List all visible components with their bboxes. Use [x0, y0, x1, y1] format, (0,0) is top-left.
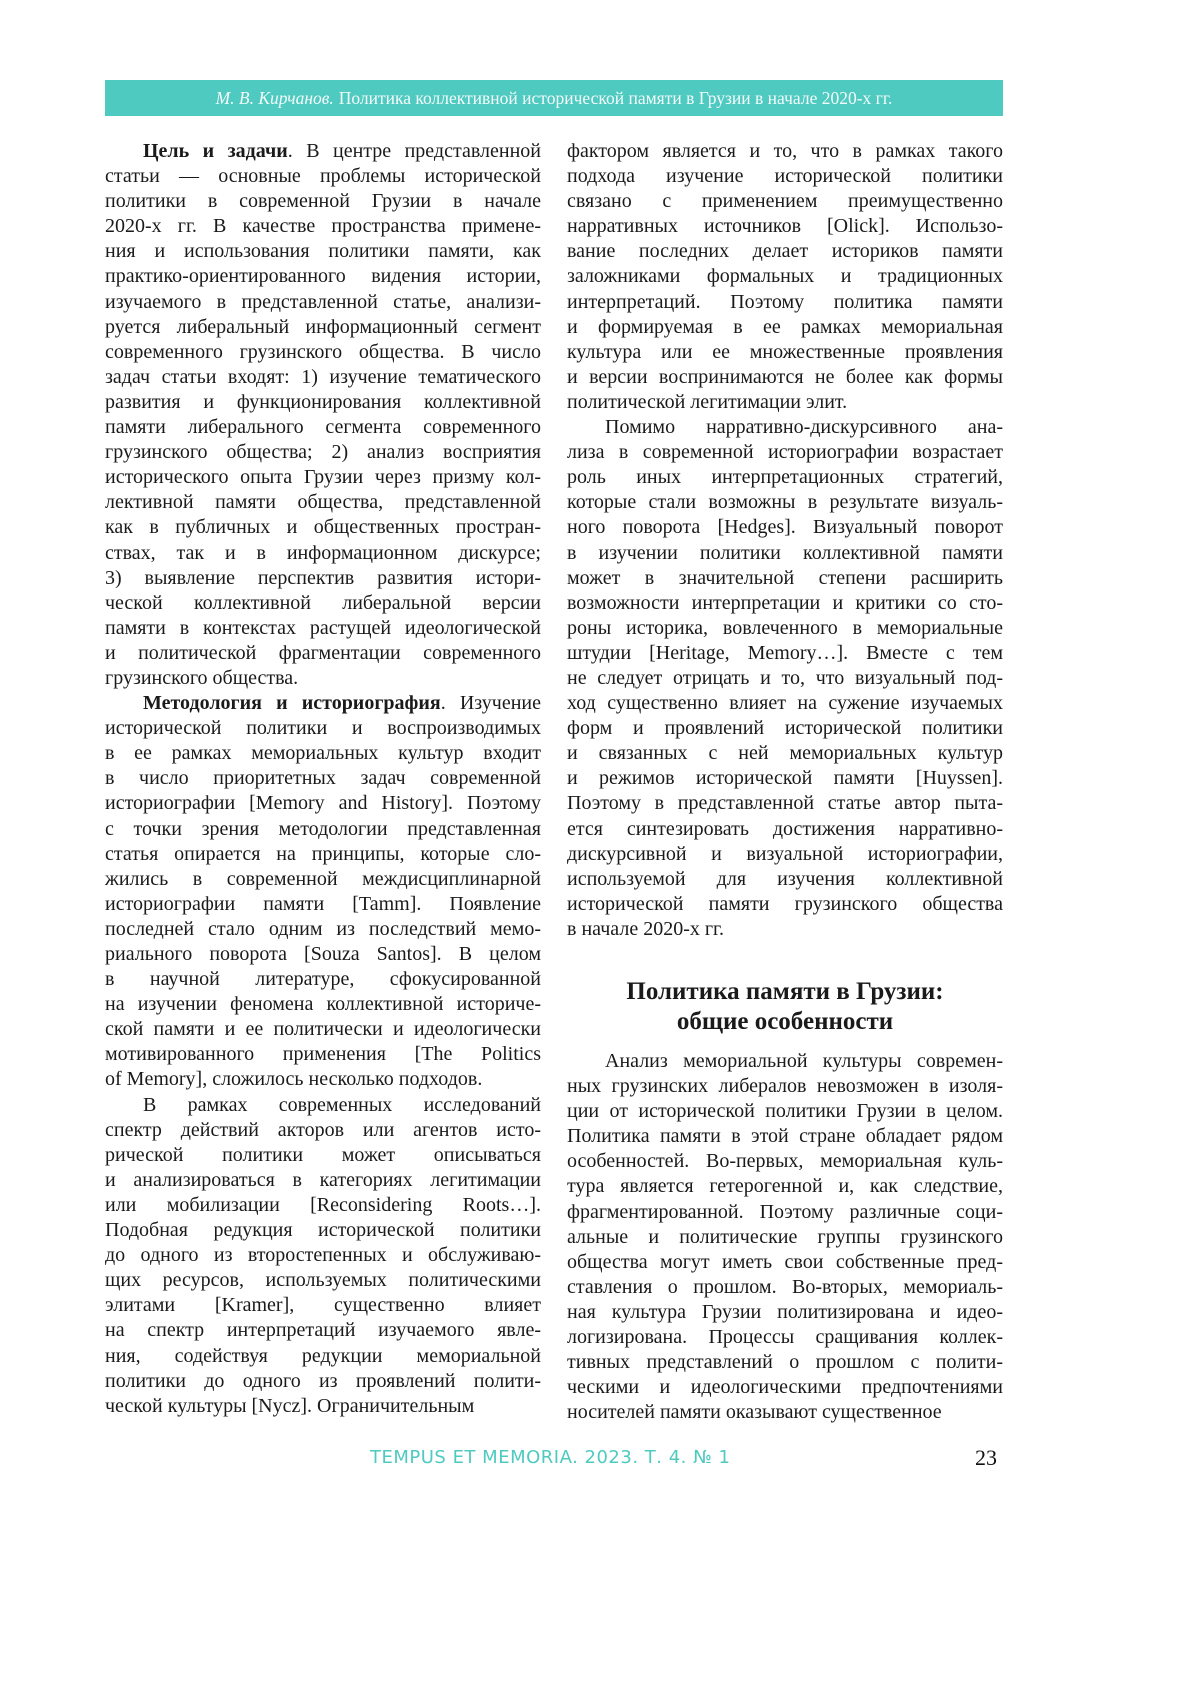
text-line: до одного из второстепенных и обслуживаю- [105, 1243, 541, 1268]
text-line: возможности интерпретации и критики со сто- [567, 591, 1003, 616]
text-line: ных грузинских либералов невозможен в изоля- [567, 1074, 1003, 1099]
text-line: ния и использования политики памяти, как [105, 239, 541, 264]
text-line: изучаемого в представленной статье, анализи- [105, 290, 541, 315]
text-line: исторической памяти грузинского общества [567, 892, 1003, 917]
text-line: последней стало одним из последствий мемо- [105, 917, 541, 942]
text-line: ции от исторической политики Грузии в целом. [567, 1099, 1003, 1124]
text-line: современного грузинского общества. В число [105, 340, 541, 365]
running-header-author: М. В. Кирчанов. [216, 88, 334, 109]
text-line: и связанных с ней мемориальных культур [567, 741, 1003, 766]
text-line: и политической фрагментации современного [105, 641, 541, 666]
text-line: Поэтому в представленной статье автор пыта- [567, 791, 1003, 816]
text-line: особенностей. Во-первых, мемориальная куль- [567, 1149, 1003, 1174]
text-line: как в публичных и общественных простран- [105, 515, 541, 540]
text-line: штудии [Heritage, Memory…]. Вместе с тем [567, 641, 1003, 666]
text-line: спектр действий акторов или агентов исто- [105, 1118, 541, 1143]
text-line: задач статьи входят: 1) изучение тематического [105, 365, 541, 390]
text-line: лективной памяти общества, представленной [105, 490, 541, 515]
text-line: ствах, так и в информационном дискурсе; [105, 541, 541, 566]
text-line: и анализироваться в категориях легитимации [105, 1168, 541, 1193]
text-line: тивных представлений о прошлом с полити- [567, 1350, 1003, 1375]
text-line: с точки зрения методологии представленная [105, 817, 541, 842]
text-line: заложниками формальных и традиционных [567, 264, 1003, 289]
right-column [567, 139, 1003, 1425]
text-line: щих ресурсов, используемых политическими [105, 1268, 541, 1293]
text-line: риального поворота [Souza Santos]. В целом [105, 942, 541, 967]
running-header-title: Политика коллективной исторической памяти в Грузии в начале 2020-х гг. [339, 88, 893, 109]
text-line: и версии воспринимаются не более как формы [567, 365, 1003, 390]
text-line: of Memory], сложилось несколько подходов. [105, 1067, 541, 1092]
text-line: исторического опыта Грузии через призму кол- [105, 465, 541, 490]
text-line: историографии [Memory and History]. Поэтому [105, 791, 541, 816]
text-line: ской памяти и ее политически и идеологически [105, 1017, 541, 1042]
text-line: исторической политики и воспроизводимых [105, 716, 541, 741]
text-line-rest: . Изучение [441, 692, 541, 714]
text-line: тура является гетерогенной и, как следствие, [567, 1174, 1003, 1199]
text-line: мотивированного применения [The Politics [105, 1042, 541, 1067]
text-line: ется синтезировать достижения нарративно- [567, 817, 1003, 842]
paragraph [567, 139, 1003, 415]
text-line: В рамках современных исследований [105, 1093, 541, 1118]
text-line: используемой для изучения коллективной [567, 867, 1003, 892]
right-column-body-bottom [567, 1049, 1003, 1425]
text-line: подхода изучение исторической политики [567, 164, 1003, 189]
text-line: 2020-х гг. В качестве пространства примене- [105, 214, 541, 239]
section-heading [567, 977, 1003, 1037]
text-line: вание последних делает историков памяти [567, 239, 1003, 264]
text-line: роль иных интерпретационных стратегий, [567, 465, 1003, 490]
text-line: ного поворота [Hedges]. Визуальный поворот [567, 515, 1003, 540]
text-line: нарративных источников [Olick]. Использо- [567, 214, 1003, 239]
text-line: практико-ориентированного видения истории, [105, 264, 541, 289]
text-line: политики в современной Грузии в начале [105, 189, 541, 214]
text-line: не следует отрицать и то, что визуальный под- [567, 666, 1003, 691]
text-line: в изучении политики коллективной памяти [567, 541, 1003, 566]
text-line: политики до одного из проявлений полити- [105, 1369, 541, 1394]
text-line: Анализ мемориальной культуры современ- [567, 1049, 1003, 1074]
text-line: Политика памяти в этой стране обладает рядом [567, 1124, 1003, 1149]
text-line: политической легитимации элит. [567, 390, 1003, 415]
text-line: 3) выявление перспектив развития истори- [105, 566, 541, 591]
text-line: связано с применением преимущественно [567, 189, 1003, 214]
text-line: элитами [Kramer], существенно влияет [105, 1293, 541, 1318]
text-line: роны историка, вовлеченного в мемориальные [567, 616, 1003, 641]
paragraph-lead-bold: Цель и задачи [143, 140, 288, 162]
paragraph [105, 691, 541, 1093]
text-line: на спектр интерпретаций изучаемого явле- [105, 1318, 541, 1343]
text-line: на изучении феномена коллективной историче- [105, 992, 541, 1017]
paragraph [567, 1049, 1003, 1425]
text-line: логизирована. Процессы сращивания коллек- [567, 1325, 1003, 1350]
text-line: руется либеральный информационный сегмент [105, 315, 541, 340]
text-line: в число приоритетных задач современной [105, 766, 541, 791]
paragraph [105, 139, 541, 691]
text-line: статья опирается на принципы, которые сло- [105, 842, 541, 867]
text-line: которые стали возможны в результате визуаль- [567, 490, 1003, 515]
text-line: ход существенно влияет на сужение изучаемых [567, 691, 1003, 716]
paragraph-lead-bold: Методология и историография [143, 692, 441, 714]
text-line: в ее рамках мемориальных культур входит [105, 741, 541, 766]
text-line [105, 139, 541, 164]
text-line: ческой коллективной либеральной версии [105, 591, 541, 616]
text-line: Помимо нарративно-дискурсивного ана- [567, 415, 1003, 440]
running-header [105, 80, 1003, 116]
text-line: носителей памяти оказывают существенное [567, 1400, 1003, 1425]
journal-footer: TEMPUS ET MEMORIA. 2023. Т. 4. № 1 [370, 1447, 731, 1468]
text-line: лиза в современной историографии возрастает [567, 440, 1003, 465]
text-line: и формируемая в ее рамках мемориальная [567, 315, 1003, 340]
text-line: историографии памяти [Tamm]. Появление [105, 892, 541, 917]
text-line: в научной литературе, сфокусированной [105, 967, 541, 992]
section-heading-line: Политика памяти в Грузии: [567, 977, 1003, 1007]
text-line: памяти в контекстах растущей идеологической [105, 616, 541, 641]
text-line: может в значительной степени расширить [567, 566, 1003, 591]
text-line: и режимов исторической памяти [Huyssen]. [567, 766, 1003, 791]
text-line: интерпретаций. Поэтому политика памяти [567, 290, 1003, 315]
text-line: статьи — основные проблемы исторической [105, 164, 541, 189]
text-line: ставления о прошлом. Во-вторых, мемориаль- [567, 1275, 1003, 1300]
text-line: памяти либерального сегмента современного [105, 415, 541, 440]
text-line: в начале 2020-х гг. [567, 917, 1003, 942]
text-line: грузинского общества. [105, 666, 541, 691]
text-line: рической политики может описываться [105, 1143, 541, 1168]
text-line: дискурсивной и визуальной историографии, [567, 842, 1003, 867]
text-line: общества могут иметь свои собственные пред- [567, 1250, 1003, 1275]
page-number: 23 [975, 1445, 997, 1471]
text-line: ческими и идеологическими предпочтениями [567, 1375, 1003, 1400]
paragraph [567, 415, 1003, 942]
text-line: альные и политические группы грузинского [567, 1225, 1003, 1250]
section-heading-line: общие особенности [567, 1007, 1003, 1037]
text-line: ческой культуры [Nycz]. Ограничительным [105, 1394, 541, 1419]
paragraph [105, 1093, 541, 1419]
text-line: Подобная редукция исторической политики [105, 1218, 541, 1243]
text-line: фактором является и то, что в рамках такого [567, 139, 1003, 164]
text-line: развития и функционирования коллективной [105, 390, 541, 415]
text-line-rest: . В центре представленной [288, 140, 541, 162]
text-line [105, 691, 541, 716]
text-line: или мобилизации [Reconsidering Roots…]. [105, 1193, 541, 1218]
text-line: ная культура Грузии политизирована и идео- [567, 1300, 1003, 1325]
text-line: жились в современной междисциплинарной [105, 867, 541, 892]
right-column-body-top [567, 139, 1003, 942]
text-line: фрагментированной. Поэтому различные соци- [567, 1200, 1003, 1225]
text-line: культура или ее множественные проявления [567, 340, 1003, 365]
text-line: грузинского общества; 2) анализ восприятия [105, 440, 541, 465]
text-line: ния, содействуя редукции мемориальной [105, 1344, 541, 1369]
left-column [105, 139, 541, 1419]
text-line: форм и проявлений исторической политики [567, 716, 1003, 741]
